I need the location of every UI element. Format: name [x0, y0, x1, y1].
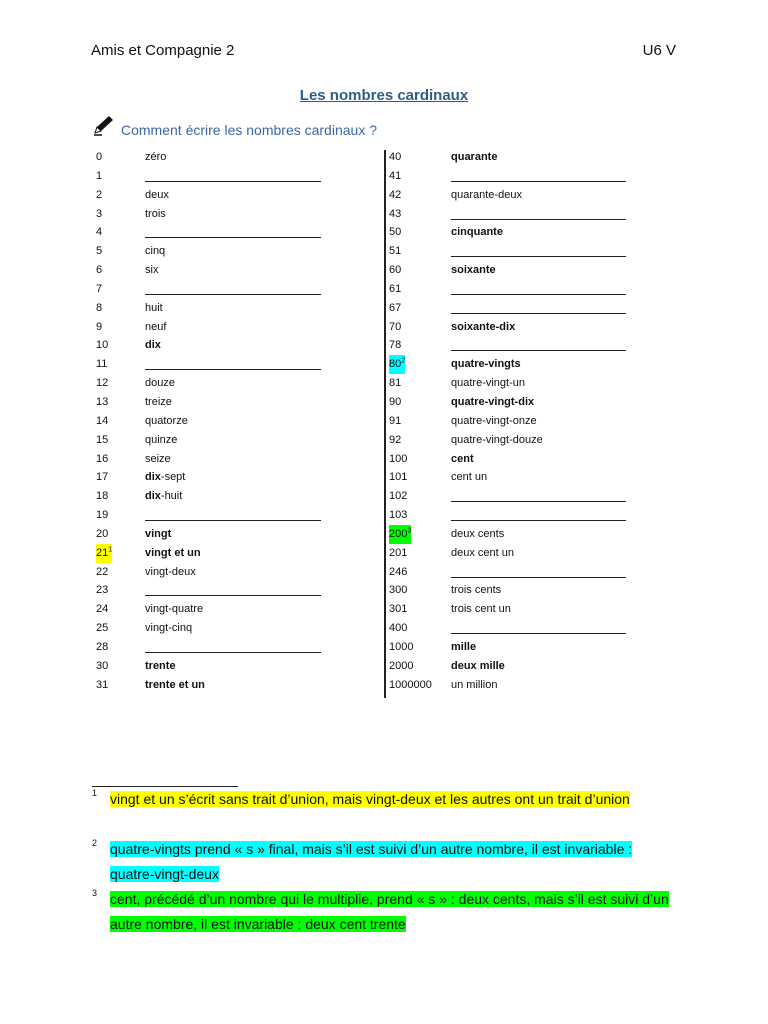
number-word: trois	[145, 207, 166, 220]
number-value: 10	[96, 339, 109, 352]
footnote-text: quatre-vingts prend « s » final, mais s’il est suivi d’un autre nombre, il est invariable : quatre-vingt-deux	[110, 841, 633, 882]
footnote-2	[92, 837, 672, 887]
header-right: U6 V	[642, 42, 676, 59]
number-value: 246	[389, 565, 408, 578]
number-value: 81	[389, 377, 402, 390]
number-value: 13	[96, 395, 109, 408]
number-word: quatre-vingt-un	[451, 377, 525, 390]
header-left: Amis et Compagnie 2	[91, 42, 235, 59]
answer-blank-line[interactable]	[451, 256, 626, 257]
answer-blank-line[interactable]	[451, 313, 626, 314]
number-value: 51	[389, 245, 402, 258]
number-value: 30	[96, 659, 109, 672]
column-divider	[384, 150, 386, 698]
number-word: trois cent un	[451, 603, 511, 616]
number-word: dix-sept	[145, 471, 186, 484]
number-value: 1	[96, 169, 103, 182]
number-value: 92	[389, 433, 402, 446]
number-word: huit	[145, 301, 163, 314]
number-value: $80^2$	[389, 355, 405, 374]
pencil-icon	[92, 114, 116, 136]
number-value: 2	[96, 188, 103, 201]
number-word: dix-huit	[145, 490, 183, 503]
number-value: 43	[389, 207, 402, 220]
number-value: 70	[389, 320, 402, 333]
number-value: 25	[96, 622, 109, 635]
number-word: trente	[145, 659, 176, 672]
number-value: 20	[96, 527, 109, 540]
number-value: 12	[96, 377, 109, 390]
number-value: 100	[389, 452, 408, 465]
number-value: 2000	[389, 659, 414, 672]
number-word: neuf	[145, 320, 167, 333]
number-word: douze	[145, 377, 175, 390]
number-value: 22	[96, 565, 109, 578]
number-value: 6	[96, 264, 103, 277]
number-value: 16	[96, 452, 109, 465]
answer-blank-line[interactable]	[145, 595, 321, 596]
answer-blank-line[interactable]	[451, 520, 626, 521]
answer-blank-line[interactable]	[451, 219, 626, 220]
number-value: 91	[389, 414, 402, 427]
answer-blank-line[interactable]	[451, 577, 626, 578]
number-value: 18	[96, 490, 109, 503]
number-value: 60	[389, 264, 402, 277]
number-value: 9	[96, 320, 103, 333]
number-value: 17	[96, 471, 109, 484]
number-value: 4	[96, 226, 103, 239]
number-word: cinq	[145, 245, 166, 258]
number-word: trois cents	[451, 584, 502, 597]
number-value: 15	[96, 433, 109, 446]
number-word: quatorze	[145, 414, 188, 427]
footnote-text: vingt et un s’écrit sans trait d’union, mais vingt-deux et les autres ont un trait d’union	[110, 791, 630, 807]
number-value: 31	[96, 678, 109, 691]
footnote-mark: 1	[92, 788, 98, 798]
answer-blank-line[interactable]	[145, 369, 321, 370]
number-word: soixante	[451, 264, 496, 277]
number-word: cinquante	[451, 226, 503, 239]
page-title: Les nombres cardinaux	[299, 87, 469, 104]
footnote-3	[92, 887, 672, 937]
number-value: 41	[389, 169, 402, 182]
footnote-mark: 3	[92, 888, 98, 898]
number-word: cent un	[451, 471, 488, 484]
number-value: 14	[96, 414, 109, 427]
answer-blank-line[interactable]	[451, 181, 626, 182]
number-word: vingt-cinq	[145, 622, 193, 635]
number-value: 201	[389, 546, 408, 559]
number-value: 101	[389, 471, 408, 484]
number-value: $200^3$	[389, 525, 411, 544]
number-value: 0	[96, 151, 103, 163]
number-word: zéro	[145, 151, 167, 163]
number-word: soixante-dix	[451, 320, 516, 333]
number-word: deux	[145, 188, 169, 201]
number-word: un million	[451, 678, 498, 691]
number-value: 5	[96, 245, 103, 258]
number-value: 1000000	[389, 678, 432, 691]
answer-blank-line[interactable]	[145, 181, 321, 182]
number-value: 78	[389, 339, 402, 352]
number-value: 301	[389, 603, 408, 616]
number-word: quatre-vingt-douze	[451, 433, 543, 446]
number-value: 28	[96, 640, 109, 653]
number-word: trente et un	[145, 678, 205, 691]
number-word: deux cents	[451, 527, 505, 540]
number-value: 8	[96, 301, 103, 314]
footnote-reference: 1	[108, 546, 113, 554]
number-word: deux cent un	[451, 546, 514, 559]
footnote-1	[92, 787, 672, 812]
footnote-mark: 2	[92, 838, 98, 848]
number-word: seize	[145, 452, 171, 465]
number-value: 300	[389, 584, 408, 597]
number-value: 23	[96, 584, 109, 597]
number-value: $21^1$	[96, 544, 112, 563]
footnote-reference: 3	[407, 527, 412, 535]
number-value: 11	[96, 358, 108, 371]
number-word: deux mille	[451, 659, 505, 672]
number-word: vingt	[145, 527, 172, 540]
answer-blank-line[interactable]	[451, 350, 626, 351]
number-value: 19	[96, 509, 109, 522]
number-word: quinze	[145, 433, 178, 446]
answer-blank-line[interactable]	[145, 237, 321, 238]
number-word: quarante-deux	[451, 188, 522, 201]
number-value: 3	[96, 207, 103, 220]
number-word: six	[145, 264, 159, 277]
number-value: 42	[389, 188, 402, 201]
number-value: 7	[96, 282, 103, 295]
number-value: 102	[389, 490, 408, 503]
number-word: quatre-vingt-onze	[451, 414, 537, 427]
number-word: cent	[451, 452, 474, 465]
number-word: quatre-vingts	[451, 358, 521, 371]
footnote-reference: 2	[401, 357, 406, 365]
number-word: vingt-quatre	[145, 603, 204, 616]
number-word: vingt et un	[145, 546, 201, 559]
answer-blank-line[interactable]	[451, 501, 626, 502]
number-value: 24	[96, 603, 109, 616]
number-word: quatre-vingt-dix	[451, 395, 535, 408]
number-word: mille	[451, 640, 477, 653]
subtitle: Comment écrire les nombres cardinaux ?	[121, 122, 377, 138]
answer-blank-line[interactable]	[145, 294, 321, 295]
number-value: 90	[389, 395, 402, 408]
number-value: 61	[389, 282, 402, 295]
number-value: 40	[389, 151, 402, 163]
number-value: 1000	[389, 640, 414, 653]
number-value: 103	[389, 509, 408, 522]
footnote-text: cent, précédé d’un nombre qui le multiplie, prend « s » : deux cents, mais s’il est suivi d’un autre nombre, il est invariable : deux cent trente	[110, 891, 669, 932]
answer-blank-line[interactable]	[451, 294, 626, 295]
number-word: quarante	[451, 151, 498, 163]
number-word: dix	[145, 339, 161, 352]
number-value: 50	[389, 226, 402, 239]
answer-blank-line[interactable]	[451, 633, 626, 634]
answer-blank-line[interactable]	[145, 652, 321, 653]
answer-blank-line[interactable]	[145, 520, 321, 521]
number-value: 67	[389, 301, 402, 314]
number-word: vingt-deux	[145, 565, 196, 578]
number-value: 400	[389, 622, 408, 635]
number-word: treize	[145, 395, 172, 408]
